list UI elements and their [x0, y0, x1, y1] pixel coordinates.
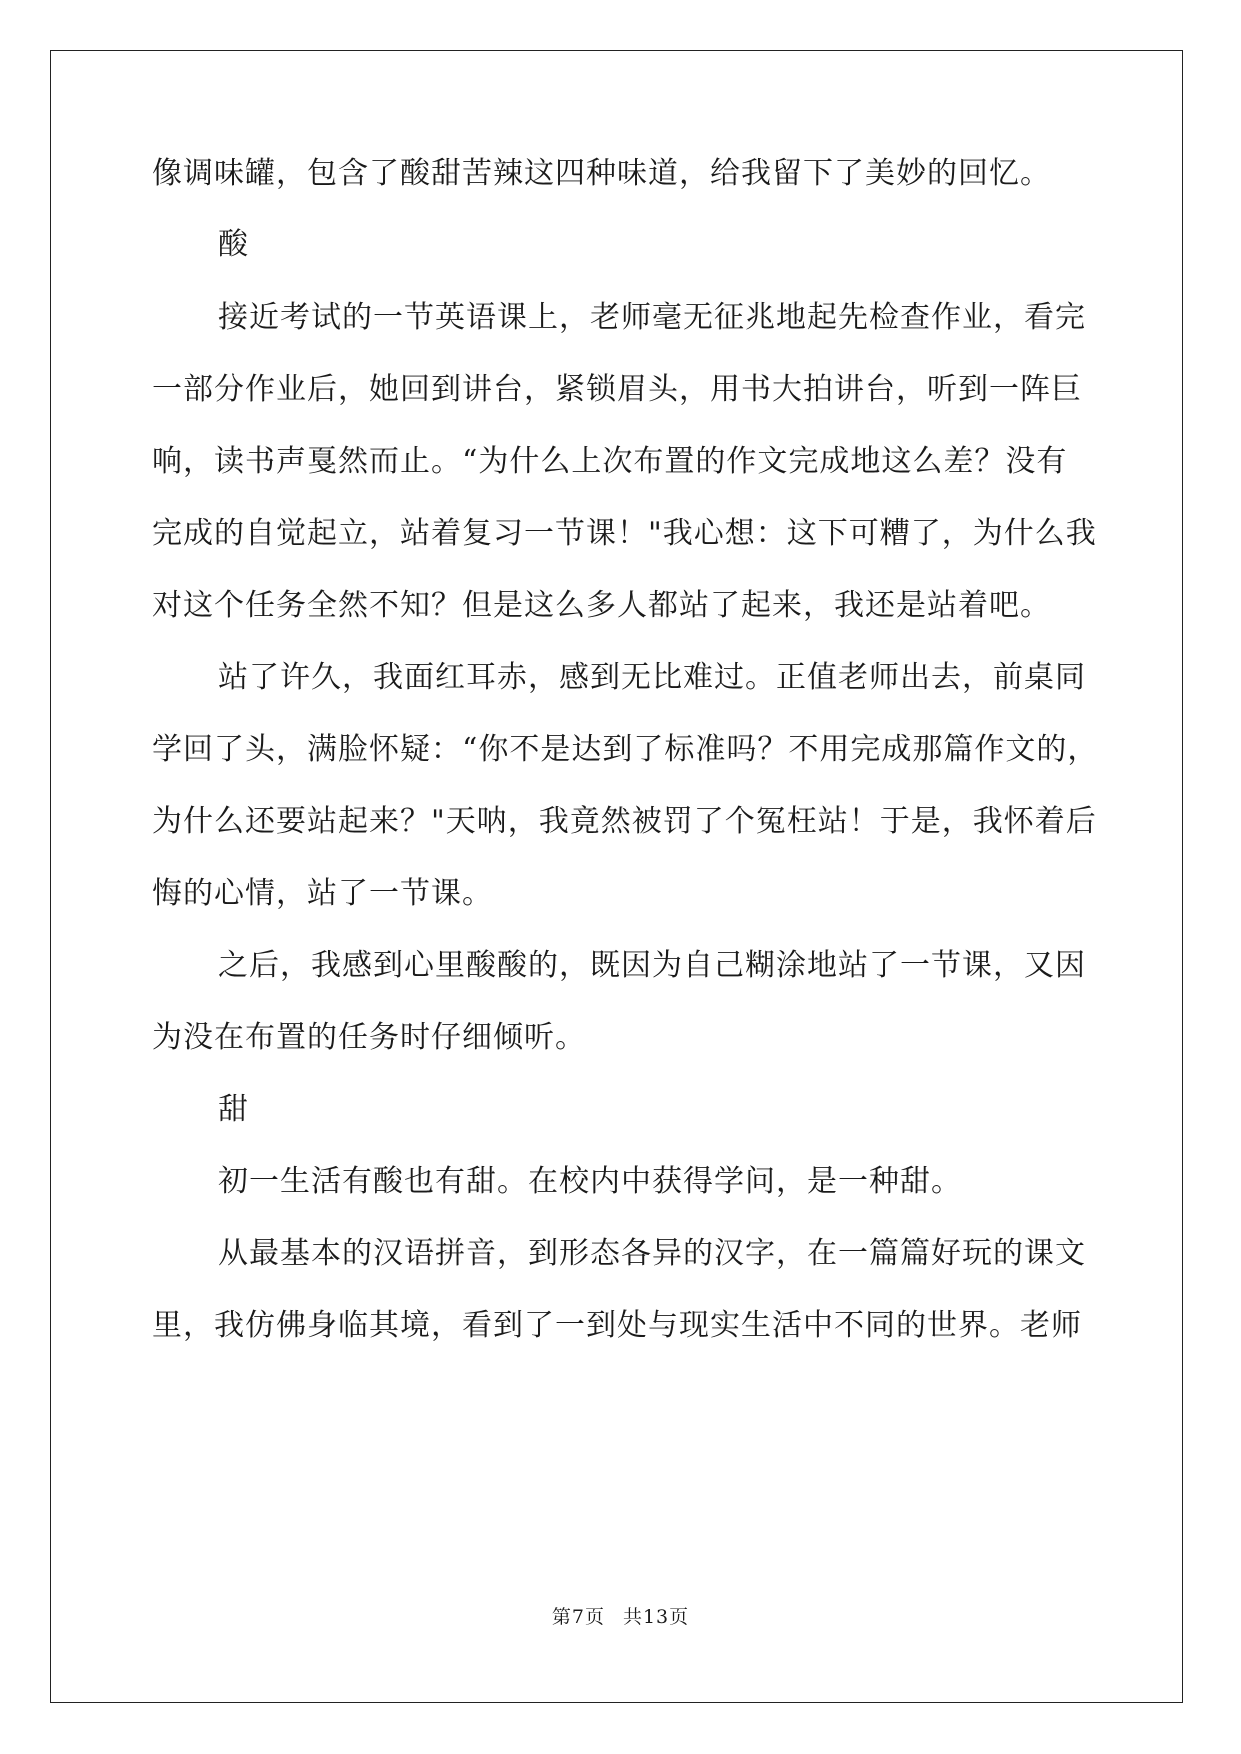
page-footer — [0, 1602, 1241, 1629]
paragraph-line: 初一生活有酸也有甜。在校内中获得学问，是一种甜。 — [218, 1164, 962, 1199]
section-heading-sour: 酸 — [218, 227, 249, 262]
section-heading-sweet: 甜 — [218, 1092, 249, 1127]
paragraph-line: 站了许久，我面红耳赤，感到无比难过。正值老师出去，前桌同 — [218, 660, 1086, 695]
paragraph-line: 接近考试的一节英语课上，老师毫无征兆地起先检查作业，看完 — [218, 300, 1086, 335]
paragraph-line: 为什么还要站起来？"天呐，我竟然被罚了个冤枉站！于是，我怀着后 — [152, 804, 1097, 839]
paragraph-line: 完成的自觉起立，站着复习一节课！"我心想：这下可糟了，为什么我 — [152, 516, 1097, 551]
paragraph-line: 对这个任务全然不知？但是这么多人都站了起来，我还是站着吧。 — [152, 588, 1051, 623]
page-number: 第7页 — [551, 1606, 605, 1628]
paragraph-line: 一部分作业后，她回到讲台，紧锁眉头，用书大拍讲台，听到一阵巨 — [152, 372, 1082, 407]
paragraph-line: 从最基本的汉语拼音，到形态各异的汉字，在一篇篇好玩的课文 — [218, 1236, 1086, 1271]
page-total: 共13页 — [622, 1606, 690, 1628]
paragraph-line: 悔的心情，站了一节课。 — [152, 876, 493, 911]
paragraph-line: 响，读书声戛然而止。“为什么上次布置的作文完成地这么差？没有 — [152, 444, 1068, 479]
paragraph-line: 像调味罐，包含了酸甜苦辣这四种味道，给我留下了美妙的回忆。 — [152, 156, 1051, 191]
paragraph-line: 之后，我感到心里酸酸的，既因为自己糊涂地站了一节课，又因 — [218, 948, 1086, 983]
paragraph-line: 学回了头，满脸怀疑：“你不是达到了标准吗？不用完成那篇作文的， — [152, 732, 1099, 767]
paragraph-line: 为没在布置的任务时仔细倾听。 — [152, 1020, 586, 1055]
paragraph-line: 里，我仿佛身临其境，看到了一到处与现实生活中不同的世界。老师 — [152, 1308, 1082, 1343]
